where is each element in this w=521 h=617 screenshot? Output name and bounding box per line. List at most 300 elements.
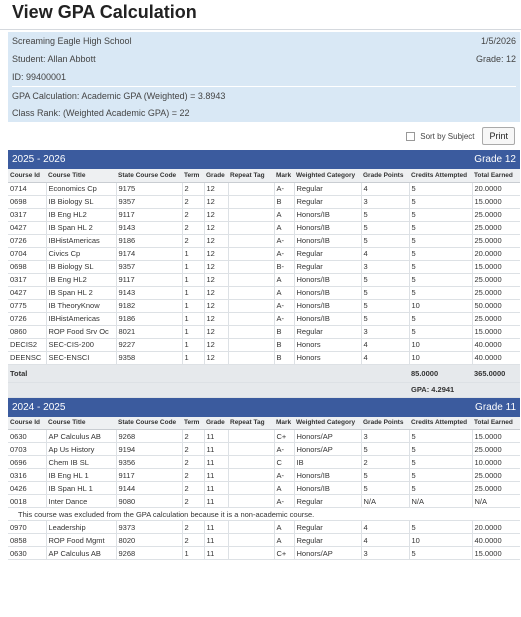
table-row <box>8 260 520 273</box>
cell-mark: A- <box>274 247 294 260</box>
cell-course-title: Inter Dance <box>46 495 116 508</box>
cell-term: 2 <box>182 221 204 234</box>
student-name: Student: Allan Abbott <box>12 54 96 64</box>
cell-term: 1 <box>182 338 204 351</box>
cell-term: 1 <box>182 312 204 325</box>
cell-weighted-category: Honors/IB <box>294 221 361 234</box>
cell-course-id: 0426 <box>8 482 46 495</box>
cell-grade: 11 <box>204 430 228 443</box>
cell-grade-points: 5 <box>361 482 409 495</box>
school-year-label: 2024 - 2025 <box>12 401 66 413</box>
cell-weighted-category: Regular <box>294 325 361 338</box>
cell-term: 2 <box>182 521 204 534</box>
cell-grade-points: 3 <box>361 260 409 273</box>
cell-state-course-code: 9144 <box>116 482 182 495</box>
cell-course-title: AP Calculus AB <box>46 547 116 560</box>
cell-repeat-tag <box>228 221 274 234</box>
column-header-grade: Grade <box>204 417 228 430</box>
column-header-course-title: Course Title <box>46 417 116 430</box>
table-row <box>8 221 520 234</box>
cell-state-course-code: 9268 <box>116 547 182 560</box>
cell-repeat-tag <box>228 521 274 534</box>
cell-credits-attempted: 10 <box>409 351 472 364</box>
cell-total-earned: 50.0000 <box>472 299 520 312</box>
cell-grade: 12 <box>204 182 228 195</box>
cell-total-earned: 25.0000 <box>472 286 520 299</box>
sort-checkbox[interactable] <box>406 132 415 141</box>
cell-mark: A <box>274 534 294 547</box>
school-year-header <box>8 150 520 169</box>
cell-credits-attempted: 5 <box>409 234 472 247</box>
cell-total-earned: 25.0000 <box>472 482 520 495</box>
cell-state-course-code: 9117 <box>116 273 182 286</box>
cell-term: 2 <box>182 430 204 443</box>
column-header-course-id: Course Id <box>8 417 46 430</box>
page-header <box>0 0 521 30</box>
cell-course-id: 0858 <box>8 534 46 547</box>
cell-grade-points: 2 <box>361 456 409 469</box>
cell-weighted-category: Honors <box>294 338 361 351</box>
cell-total-earned: 10.0000 <box>472 456 520 469</box>
cell-term: 2 <box>182 208 204 221</box>
cell-credits-attempted: 10 <box>409 534 472 547</box>
cell-course-title: IB Eng HL2 <box>46 208 116 221</box>
cell-grade: 12 <box>204 338 228 351</box>
cell-weighted-category: IB <box>294 456 361 469</box>
gpa-calculation: GPA Calculation: Academic GPA (Weighted) = 3.8943 <box>12 90 226 101</box>
class-rank: Class Rank: (Weighted Academic GPA) = 22 <box>12 108 190 118</box>
cell-mark: A <box>274 521 294 534</box>
column-header-credits-attempted: Credits Attempted <box>409 417 472 430</box>
cell-repeat-tag <box>228 495 274 508</box>
cell-course-title: IB Eng HL2 <box>46 273 116 286</box>
school-year-label: 2025 - 2026 <box>12 154 66 165</box>
cell-term: 2 <box>182 482 204 495</box>
cell-grade: 11 <box>204 469 228 482</box>
cell-weighted-category: Honors/IB <box>294 469 361 482</box>
table-row <box>8 312 520 325</box>
cell-state-course-code: 9268 <box>116 430 182 443</box>
cell-total-earned: 15.0000 <box>472 430 520 443</box>
cell-course-title: ROP Food Mgmt <box>46 534 116 547</box>
cell-grade-points: 4 <box>361 247 409 260</box>
cell-repeat-tag <box>228 286 274 299</box>
column-header-weighted-category: Weighted Category <box>294 169 361 182</box>
cell-credits-attempted: 5 <box>409 325 472 338</box>
cell-grade-points: 5 <box>361 286 409 299</box>
cell-total-earned: 25.0000 <box>472 234 520 247</box>
cell-weighted-category: Honors/IB <box>294 273 361 286</box>
cell-repeat-tag <box>228 299 274 312</box>
cell-weighted-category: Honors/IB <box>294 208 361 221</box>
cell-grade: 12 <box>204 208 228 221</box>
years-container <box>0 150 521 560</box>
cell-total-earned: 25.0000 <box>472 221 520 234</box>
cell-credits-attempted: 10 <box>409 338 472 351</box>
table-row <box>8 247 520 260</box>
cell-weighted-category: Regular <box>294 534 361 547</box>
cell-weighted-category: Regular <box>294 260 361 273</box>
cell-course-title: IB TheoryKnow <box>46 299 116 312</box>
year-gpa: GPA: 4.2941 <box>409 382 520 397</box>
cell-state-course-code: 9117 <box>116 469 182 482</box>
total-earned: 365.0000 <box>472 364 520 382</box>
cell-mark: A <box>274 482 294 495</box>
cell-mark: B <box>274 195 294 208</box>
sort-label: Sort by Subject <box>420 131 475 141</box>
cell-state-course-code: 9117 <box>116 208 182 221</box>
cell-grade: 11 <box>204 482 228 495</box>
column-header-mark: Mark <box>274 169 294 182</box>
cell-credits-attempted: 10 <box>409 299 472 312</box>
cell-repeat-tag <box>228 208 274 221</box>
cell-credits-attempted: 5 <box>409 469 472 482</box>
cell-term: 2 <box>182 234 204 247</box>
cell-grade-points: 4 <box>361 534 409 547</box>
cell-course-id: 0316 <box>8 469 46 482</box>
table-row <box>8 456 520 469</box>
cell-repeat-tag <box>228 247 274 260</box>
cell-mark: A- <box>274 495 294 508</box>
cell-course-title: IB Span HL 2 <box>46 221 116 234</box>
cell-grade-points: 5 <box>361 221 409 234</box>
cell-weighted-category: Honors/IB <box>294 482 361 495</box>
cell-course-id: 0427 <box>8 286 46 299</box>
cell-credits-attempted: 5 <box>409 521 472 534</box>
cell-weighted-category: Regular <box>294 495 361 508</box>
column-header-repeat-tag: Repeat Tag <box>228 169 274 182</box>
cell-repeat-tag <box>228 430 274 443</box>
cell-grade-points: 5 <box>361 443 409 456</box>
column-header-term: Term <box>182 417 204 430</box>
column-header-course-id: Course Id <box>8 169 46 182</box>
cell-repeat-tag <box>228 325 274 338</box>
table-row <box>8 234 520 247</box>
cell-total-earned: 20.0000 <box>472 182 520 195</box>
cell-course-id: 0630 <box>8 430 46 443</box>
cell-credits-attempted: 5 <box>409 195 472 208</box>
cell-mark: B <box>274 325 294 338</box>
cell-grade: 12 <box>204 260 228 273</box>
cell-grade-points: 3 <box>361 430 409 443</box>
cell-course-title: IB Span HL 2 <box>46 286 116 299</box>
cell-course-id: 0698 <box>8 195 46 208</box>
cell-grade-points: 4 <box>361 521 409 534</box>
cell-grade-points: 3 <box>361 547 409 560</box>
cell-term: 2 <box>182 495 204 508</box>
cell-grade: 12 <box>204 325 228 338</box>
cell-course-title: AP Calculus AB <box>46 430 116 443</box>
cell-mark: C+ <box>274 547 294 560</box>
cell-weighted-category: Honors/IB <box>294 234 361 247</box>
cell-course-title: IBHistAmericas <box>46 312 116 325</box>
cell-course-title: IB Span HL 1 <box>46 482 116 495</box>
cell-total-earned: 20.0000 <box>472 247 520 260</box>
cell-term: 1 <box>182 351 204 364</box>
cell-repeat-tag <box>228 338 274 351</box>
cell-grade-points: 5 <box>361 312 409 325</box>
cell-repeat-tag <box>228 351 274 364</box>
cell-credits-attempted: 5 <box>409 247 472 260</box>
cell-term: 1 <box>182 547 204 560</box>
cell-course-title: IB Biology SL <box>46 260 116 273</box>
table-row <box>8 338 520 351</box>
toolbar <box>0 122 521 150</box>
cell-course-id: 0698 <box>8 260 46 273</box>
cell-total-earned: 15.0000 <box>472 547 520 560</box>
cell-course-id: 0317 <box>8 273 46 286</box>
cell-weighted-category: Honors/AP <box>294 430 361 443</box>
cell-weighted-category: Regular <box>294 182 361 195</box>
cell-grade-points: 4 <box>361 182 409 195</box>
cell-course-id: 0427 <box>8 221 46 234</box>
cell-course-title: Ap Us History <box>46 443 116 456</box>
cell-grade: 12 <box>204 312 228 325</box>
cell-term: 1 <box>182 260 204 273</box>
cell-grade-points: 4 <box>361 338 409 351</box>
cell-mark: A <box>274 273 294 286</box>
exclusion-note-row <box>8 508 520 521</box>
column-header-repeat-tag: Repeat Tag <box>228 417 274 430</box>
cell-weighted-category: Honors/AP <box>294 443 361 456</box>
table-row <box>8 430 520 443</box>
cell-repeat-tag <box>228 195 274 208</box>
cell-mark: C <box>274 456 294 469</box>
cell-total-earned: 25.0000 <box>472 443 520 456</box>
cell-total-earned: N/A <box>472 495 520 508</box>
cell-course-id: 0704 <box>8 247 46 260</box>
cell-course-title: Civics Cp <box>46 247 116 260</box>
school-year-header <box>8 398 520 417</box>
cell-course-id: 0703 <box>8 443 46 456</box>
cell-weighted-category: Honors/IB <box>294 299 361 312</box>
courses-table <box>8 417 520 561</box>
cell-course-id: DEENSC <box>8 351 46 364</box>
cell-repeat-tag <box>228 534 274 547</box>
column-header-mark: Mark <box>274 417 294 430</box>
cell-total-earned: 40.0000 <box>472 534 520 547</box>
cell-state-course-code: 9357 <box>116 195 182 208</box>
print-button[interactable]: Print <box>482 127 515 145</box>
cell-course-title: SEC-ENSCI <box>46 351 116 364</box>
table-row <box>8 273 520 286</box>
cell-term: 1 <box>182 325 204 338</box>
year-grade-label: Grade 12 <box>474 154 516 165</box>
student-grade: Grade: 12 <box>475 54 516 64</box>
cell-total-earned: 25.0000 <box>472 312 520 325</box>
cell-state-course-code: 9080 <box>116 495 182 508</box>
cell-course-id: 0860 <box>8 325 46 338</box>
table-row <box>8 495 520 508</box>
cell-total-earned: 25.0000 <box>472 273 520 286</box>
cell-course-id: 0018 <box>8 495 46 508</box>
cell-term: 2 <box>182 195 204 208</box>
cell-credits-attempted: 5 <box>409 286 472 299</box>
cell-state-course-code: 9174 <box>116 247 182 260</box>
cell-credits-attempted: 5 <box>409 221 472 234</box>
cell-repeat-tag <box>228 482 274 495</box>
column-header-course-title: Course Title <box>46 169 116 182</box>
cell-grade: 12 <box>204 299 228 312</box>
table-row <box>8 443 520 456</box>
column-header-credits-attempted: Credits Attempted <box>409 169 472 182</box>
cell-mark: C+ <box>274 430 294 443</box>
cell-state-course-code: 9227 <box>116 338 182 351</box>
cell-repeat-tag <box>228 182 274 195</box>
cell-weighted-category: Honors/AP <box>294 547 361 560</box>
cell-repeat-tag <box>228 547 274 560</box>
cell-grade: 12 <box>204 286 228 299</box>
page-title: View GPA Calculation <box>12 2 197 22</box>
cell-repeat-tag <box>228 469 274 482</box>
cell-course-id: 0696 <box>8 456 46 469</box>
cell-mark: A- <box>274 299 294 312</box>
cell-grade: 11 <box>204 534 228 547</box>
cell-course-id: 0714 <box>8 182 46 195</box>
column-header-total-earned: Total Earned <box>472 169 520 182</box>
cell-grade-points: 5 <box>361 208 409 221</box>
cell-state-course-code: 8021 <box>116 325 182 338</box>
cell-state-course-code: 9182 <box>116 299 182 312</box>
cell-repeat-tag <box>228 312 274 325</box>
table-row <box>8 469 520 482</box>
cell-credits-attempted: 5 <box>409 208 472 221</box>
cell-total-earned: 15.0000 <box>472 195 520 208</box>
table-row <box>8 547 520 560</box>
cell-total-earned: 40.0000 <box>472 338 520 351</box>
cell-term: 2 <box>182 469 204 482</box>
column-header-state-course-code: State Course Code <box>116 417 182 430</box>
column-header-grade-points: Grade Points <box>361 169 409 182</box>
cell-course-title: IBHistAmericas <box>46 234 116 247</box>
cell-credits-attempted: N/A <box>409 495 472 508</box>
cell-term: 1 <box>182 273 204 286</box>
cell-total-earned: 40.0000 <box>472 351 520 364</box>
cell-term: 2 <box>182 443 204 456</box>
cell-repeat-tag <box>228 260 274 273</box>
cell-grade-points: 5 <box>361 299 409 312</box>
cell-course-id: 0726 <box>8 312 46 325</box>
cell-total-earned: 15.0000 <box>472 260 520 273</box>
cell-total-earned: 25.0000 <box>472 469 520 482</box>
cell-grade: 12 <box>204 221 228 234</box>
cell-course-title: Leadership <box>46 521 116 534</box>
cell-course-id: 0970 <box>8 521 46 534</box>
cell-state-course-code: 9143 <box>116 221 182 234</box>
cell-course-title: IB Biology SL <box>46 195 116 208</box>
cell-mark: A <box>274 208 294 221</box>
cell-grade: 12 <box>204 234 228 247</box>
total-row <box>8 364 520 382</box>
cell-course-title: Economics Cp <box>46 182 116 195</box>
cell-state-course-code: 9356 <box>116 456 182 469</box>
gpa-row <box>8 382 520 397</box>
cell-grade: 12 <box>204 247 228 260</box>
cell-grade-points: 3 <box>361 325 409 338</box>
cell-grade-points: 5 <box>361 469 409 482</box>
column-header-total-earned: Total Earned <box>472 417 520 430</box>
cell-mark: A <box>274 286 294 299</box>
table-row <box>8 195 520 208</box>
courses-table <box>8 169 520 398</box>
cell-repeat-tag <box>228 456 274 469</box>
table-header-row <box>8 417 520 430</box>
cell-course-title: Chem IB SL <box>46 456 116 469</box>
table-row <box>8 521 520 534</box>
cell-weighted-category: Honors/IB <box>294 312 361 325</box>
table-row <box>8 534 520 547</box>
cell-state-course-code: 9175 <box>116 182 182 195</box>
cell-course-title: IB Eng HL 1 <box>46 469 116 482</box>
cell-total-earned: 15.0000 <box>472 325 520 338</box>
cell-mark: A- <box>274 234 294 247</box>
cell-grade: 11 <box>204 547 228 560</box>
year-grade-label: Grade 11 <box>475 401 516 413</box>
cell-grade-points: 4 <box>361 351 409 364</box>
cell-total-earned: 25.0000 <box>472 208 520 221</box>
cell-weighted-category: Honors <box>294 351 361 364</box>
cell-term: 2 <box>182 456 204 469</box>
cell-state-course-code: 9186 <box>116 234 182 247</box>
cell-credits-attempted: 5 <box>409 273 472 286</box>
cell-weighted-category: Regular <box>294 195 361 208</box>
cell-course-id: 0726 <box>8 234 46 247</box>
cell-mark: A- <box>274 469 294 482</box>
cell-repeat-tag <box>228 234 274 247</box>
cell-weighted-category: Regular <box>294 521 361 534</box>
cell-term: 1 <box>182 299 204 312</box>
cell-repeat-tag <box>228 443 274 456</box>
exclusion-note: This course was excluded from the GPA calculation because it is a non-academic course. <box>8 508 520 521</box>
cell-grade: 11 <box>204 495 228 508</box>
cell-grade: 12 <box>204 195 228 208</box>
cell-weighted-category: Regular <box>294 247 361 260</box>
table-row <box>8 299 520 312</box>
cell-grade-points: 3 <box>361 195 409 208</box>
cell-state-course-code: 9186 <box>116 312 182 325</box>
cell-course-id: 0775 <box>8 299 46 312</box>
cell-state-course-code: 9194 <box>116 443 182 456</box>
cell-credits-attempted: 5 <box>409 547 472 560</box>
cell-state-course-code: 9143 <box>116 286 182 299</box>
total-label: Total <box>8 364 409 382</box>
column-header-state-course-code: State Course Code <box>116 169 182 182</box>
cell-mark: A- <box>274 312 294 325</box>
cell-mark: A- <box>274 182 294 195</box>
student-id: ID: 99400001 <box>12 72 67 82</box>
cell-grade-points: 5 <box>361 273 409 286</box>
table-row <box>8 482 520 495</box>
table-row <box>8 182 520 195</box>
school-name: Screaming Eagle High School <box>12 36 132 46</box>
column-header-term: Term <box>182 169 204 182</box>
cell-state-course-code: 9357 <box>116 260 182 273</box>
cell-grade: 11 <box>204 456 228 469</box>
cell-credits-attempted: 5 <box>409 456 472 469</box>
table-row <box>8 325 520 338</box>
cell-credits-attempted: 5 <box>409 182 472 195</box>
cell-term: 2 <box>182 182 204 195</box>
table-row <box>8 351 520 364</box>
cell-grade: 12 <box>204 351 228 364</box>
cell-total-earned: 20.0000 <box>472 521 520 534</box>
cell-credits-attempted: 5 <box>409 482 472 495</box>
cell-mark: A <box>274 221 294 234</box>
student-info-panel <box>8 32 520 122</box>
cell-weighted-category: Honors/IB <box>294 286 361 299</box>
sort-by-subject-toggle[interactable] <box>406 132 474 141</box>
cell-state-course-code: 8020 <box>116 534 182 547</box>
